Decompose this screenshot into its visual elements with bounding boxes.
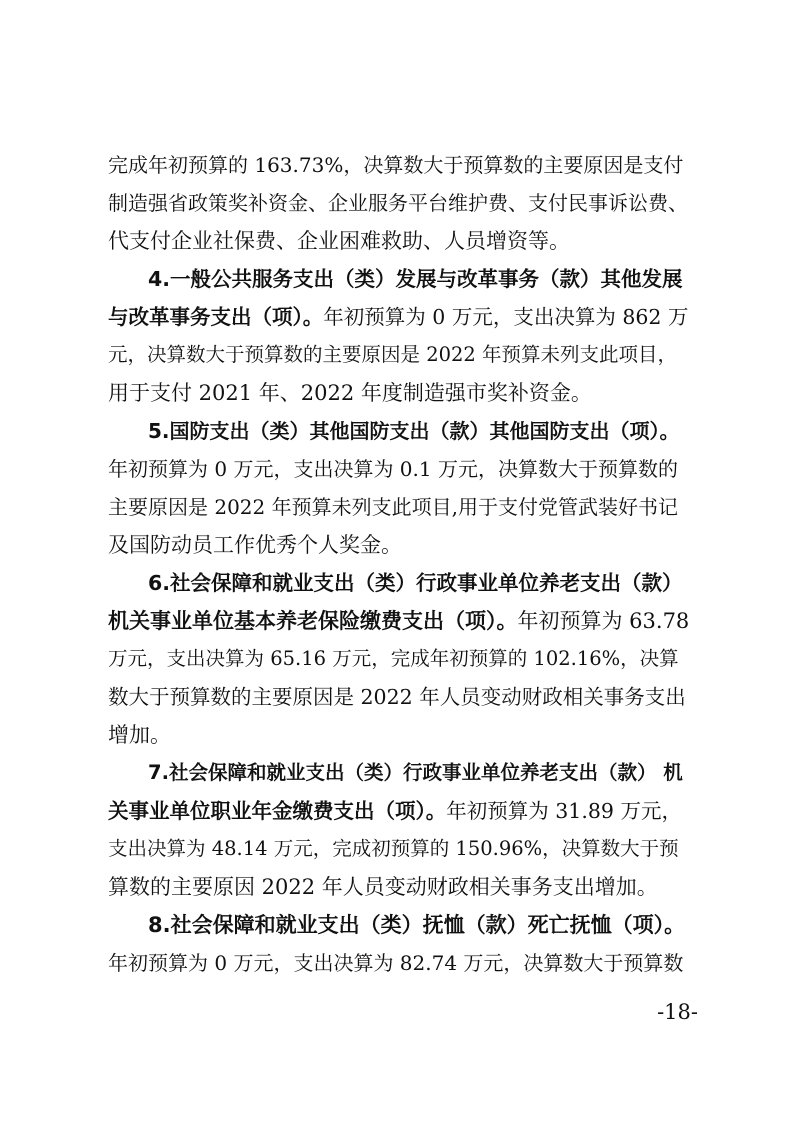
line-text: 年初预算为 31.89 万元， [446, 799, 682, 823]
text-line [108, 830, 688, 868]
line-text: 主要原因是 2022 年预算未列支此项目,用于支付党管武装好书记 [108, 495, 678, 519]
text-line [108, 944, 688, 982]
line-text: 年初预算为 0 万元，支出决算为 0.1 万元，决算数大于预算数的 [108, 457, 678, 481]
line-text: 万元，支出决算为 65.16 万元，完成年初预算的 102.16%，决算 [108, 647, 679, 670]
text-line [108, 146, 688, 184]
line-text: 制造强省政策奖补资金、企业服务平台维护费、支付民事诉讼费、 [108, 191, 688, 215]
line-text: 用于支付 2021 年、2022 年度制造强市奖补资金。 [108, 381, 592, 405]
bold-heading: 4.一般公共服务支出（类）发展与改革事务（款）其他发展 [148, 267, 683, 291]
text-line [108, 222, 688, 260]
bold-heading: 关事业单位职业年金缴费支出（项）。 [108, 799, 447, 823]
text-line [108, 526, 688, 564]
text-line [108, 336, 688, 374]
text-line [108, 564, 688, 602]
line-text: 增加。 [108, 723, 171, 747]
text-line [108, 906, 688, 944]
bold-heading: 8.社会保障和就业支出（类）抚恤（款）死亡抚恤（项）。 [148, 913, 686, 937]
bold-heading: 5.国防支出（类）其他国防支出（款）其他国防支出（项）。 [148, 419, 680, 443]
line-text: 年初预算为 0 万元，支出决算为 862 万 [323, 305, 689, 329]
line-text: 年初预算为 0 万元，支出决算为 82.74 万元，决算数大于预算数 [108, 951, 684, 975]
text-line [108, 754, 688, 792]
bold-heading: 6.社会保障和就业支出（类）行政事业单位养老支出（款） [148, 571, 683, 595]
line-text: 算数的主要原因 2022 年人员变动财政相关事务支出增加。 [108, 875, 658, 899]
text-line [108, 868, 688, 906]
line-text: 完成年初预算的 163.73%，决算数大于预算数的主要原因是支付 [108, 153, 684, 177]
bold-heading: 7.社会保障和就业支出（类）行政事业单位养老支出（款） 机 [148, 761, 683, 784]
text-line [108, 450, 688, 488]
text-line [108, 716, 688, 754]
line-text: 元，决算数大于预算数的主要原因是 2022 年预算未列支此项目， [108, 343, 678, 366]
text-line [108, 602, 688, 640]
text-line [108, 488, 688, 526]
line-text: 代支付企业社保费、企业困难救助、人员增资等。 [108, 229, 570, 253]
line-text: 及国防动员工作优秀个人奖金。 [108, 533, 402, 557]
text-line [108, 374, 688, 412]
bold-heading: 机关事业单位基本养老保险缴费支出（项）。 [108, 609, 518, 633]
line-text: 年初预算为 63.78 [517, 609, 690, 633]
line-text: 支出决算为 48.14 万元，完成初预算的 150.96%，决算数大于预 [108, 837, 679, 860]
text-line [108, 412, 688, 450]
page-number: -18- [657, 1000, 698, 1024]
bold-heading: 与改革事务支出（项）。 [108, 305, 324, 329]
text-line [108, 298, 688, 336]
text-line [108, 678, 688, 716]
text-line [108, 640, 688, 678]
text-line [108, 260, 688, 298]
line-text: 数大于预算数的主要原因是 2022 年人员变动财政相关事务支出 [108, 685, 686, 709]
body-text [108, 146, 688, 982]
text-line [108, 792, 688, 830]
text-line [108, 184, 688, 222]
